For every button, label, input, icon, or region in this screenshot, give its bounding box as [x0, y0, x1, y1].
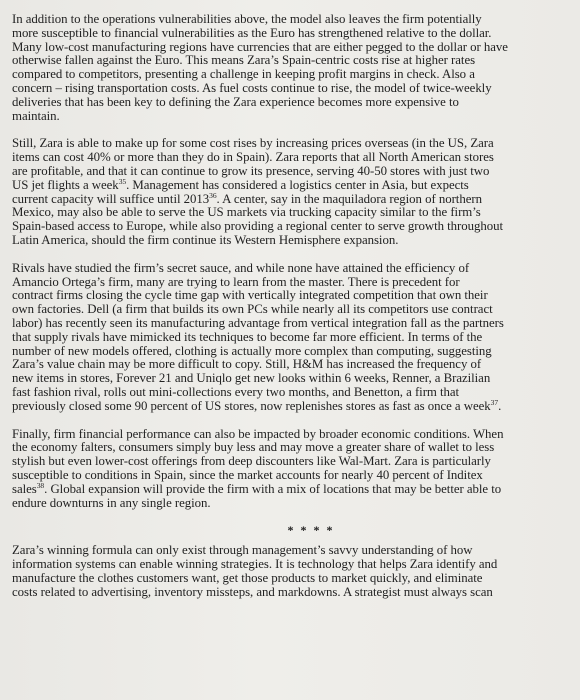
- text-line: items can cost 40% or more than they do in Spain). Zara reports that all North American stores: [12, 150, 494, 165]
- text-line: endure downturns in any single region.: [12, 495, 211, 510]
- footnote-marker: 38: [36, 480, 45, 490]
- paragraph-vulnerabilities: [12, 13, 570, 123]
- text-line: costs related to advertising, inventory missteps, and markdowns. A strategist must always scan: [12, 584, 493, 599]
- line-text: previously closed some 90 percent of US stores, now replenishes stores as fast as once a week: [12, 398, 491, 413]
- text-line: compared to competitors, presenting a challenge in keeping profit margins in check. Also a: [12, 67, 475, 82]
- text-line: the economy falters, consumers simply buy less and may move a greater share of wallet to less: [12, 440, 495, 455]
- paragraph-economic-conditions: [12, 428, 570, 511]
- text-line: [12, 397, 570, 414]
- footnote-marker: 36: [209, 190, 217, 200]
- text-line: Latin America, should the firm continue its Western Hemisphere expansion.: [12, 232, 399, 247]
- text-line: more susceptible to financial vulnerabilities as the Euro has strengthened relative to the dollar.: [12, 25, 492, 40]
- line-text-continued: . Global expansion will provide the firm with a mix of locations that may be better able to: [44, 481, 502, 496]
- document-body: [12, 13, 570, 613]
- text-line: otherwise fallen against the Euro. This means Zara’s Spain-centric costs rise at higher rates: [12, 53, 476, 68]
- line-text: sales: [12, 481, 37, 496]
- paragraph-overseas-prices: [12, 137, 570, 247]
- text-line: Mexico, may also be able to serve the US markets via trucking capacity similar to the firm’s: [12, 205, 481, 220]
- text-line: [12, 190, 570, 207]
- text-line: Finally, firm financial performance can also be impacted by broader economic conditions. When: [12, 426, 504, 441]
- text-line: labor) has recently seen its manufacturing advantage from vertical integration fall as the partners: [12, 315, 504, 330]
- text-line: In addition to the operations vulnerabilities above, the model also leaves the firm potentially: [12, 12, 482, 26]
- text-line: maintain.: [12, 108, 60, 123]
- text-line: [12, 176, 570, 193]
- text-line: contract firms closing the cycle time gap with vertically integrated competition that own their: [12, 288, 488, 303]
- text-line: information systems can enable winning strategies. It is technology that helps Zara identify and: [12, 557, 498, 572]
- text-line: number of new models offered, clothing is actually more complex than computing, suggesting: [12, 343, 492, 358]
- line-text-continued: . Management has considered a logistics center in Asia, but expects: [126, 177, 469, 192]
- footnote-marker: 37: [490, 397, 499, 407]
- text-line: concern – rising transportation costs. As fuel costs continue to rise, the model of twice-weekly: [12, 80, 492, 95]
- text-line: that supply rivals have mimicked its techniques to become far more efficient. In terms of the: [12, 329, 483, 344]
- text-line: susceptible to conditions in Spain, since the market accounts for nearly 40 percent of Inditex: [12, 467, 483, 482]
- line-text-continued: . A center, say in the maquiladora region of northern: [216, 191, 482, 206]
- text-line: Zara’s value chain may be more difficult to copy. Still, H&M has increased the frequency of: [12, 357, 482, 372]
- text-line: Rivals have studied the firm’s secret sauce, and while none have attained the efficiency of: [12, 260, 470, 275]
- paragraph-closing: [12, 544, 570, 599]
- line-text: current capacity will suffice until 2013: [12, 191, 210, 206]
- text-line: Zara’s winning formula can only exist through management’s savvy understanding of how: [12, 543, 473, 558]
- text-line: own factories. Dell (a firm that builds its own PCs while nearly all its competitors use contract: [12, 302, 493, 317]
- text-line: are profitable, and that it can continue to grow its presence, serving 40-50 stores with just two: [12, 163, 490, 178]
- section-separator: * * * *: [287, 523, 335, 538]
- text-line: Many low-cost manufacturing regions have currencies that are either pegged to the dollar or have: [12, 39, 508, 54]
- text-line: fast fashion rival, rolls out mini-collections every two months, and Benetton, a firm that: [12, 384, 460, 399]
- text-line: Still, Zara is able to make up for some cost rises by increasing prices overseas (in the US, Zara: [12, 136, 494, 151]
- text-line: stylish but even lower-cost offerings from deep discounters like Wal-Mart. Zara is particularly: [12, 454, 491, 469]
- paragraph-rivals: [12, 262, 570, 414]
- footnote-marker: 35: [118, 176, 127, 186]
- text-line: new items in stores, Forever 21 and Uniqlo get new looks within 6 weeks, Renner, a Brazilian: [12, 371, 491, 386]
- text-line: [12, 480, 570, 497]
- text-line: Amancio Ortega’s firm, many are trying to learn from the master. There is precedent for: [12, 274, 460, 289]
- text-line: manufacture the clothes customers want, get those products to market quickly, and eliminate: [12, 570, 483, 585]
- text-line: Spain-based access to Europe, while also providing a regional center to serve growth throughout: [12, 219, 504, 234]
- line-text: US jet flights a week: [12, 177, 119, 192]
- line-text-continued: .: [498, 398, 502, 413]
- text-line: deliveries that has been key to defining the Zara experience becomes more expensive to: [12, 94, 459, 109]
